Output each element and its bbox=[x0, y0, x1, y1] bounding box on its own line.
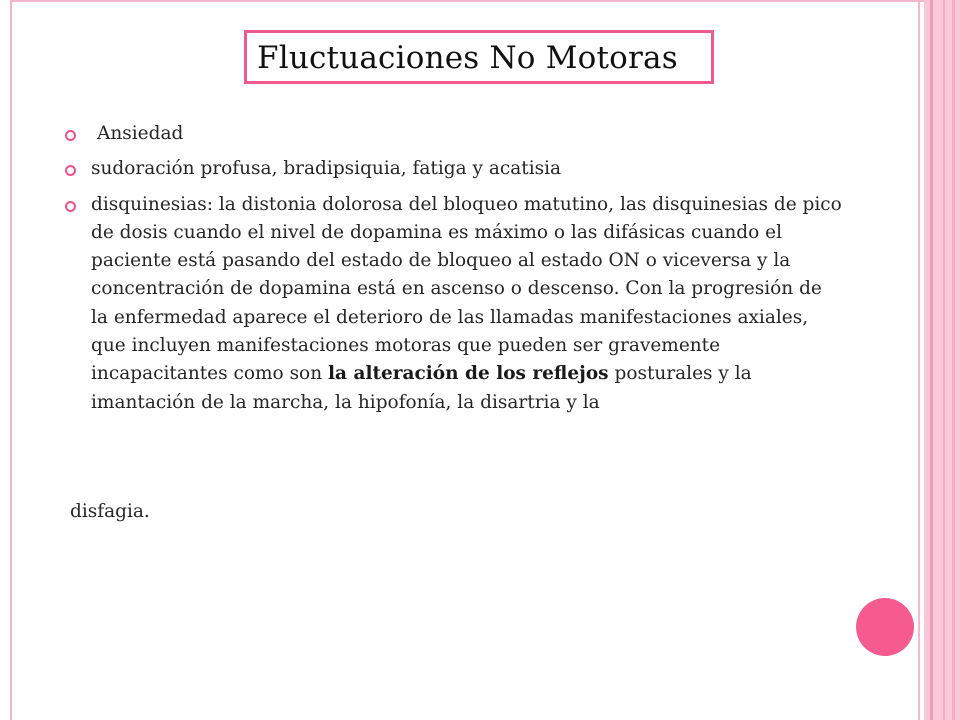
decorative-circle bbox=[856, 598, 914, 656]
bullet-item bbox=[62, 191, 842, 417]
bullet-text: Ansiedad bbox=[97, 123, 184, 144]
slide-title: Fluctuaciones No Motoras bbox=[257, 40, 678, 76]
bullet-ring-icon bbox=[65, 130, 76, 141]
bullet-text-end: posturales y la imantación de la marcha, la hipofonía, la disartria y la bbox=[91, 363, 752, 413]
frame-left-line bbox=[10, 0, 12, 720]
frame-top-line bbox=[10, 0, 930, 2]
bullet-item bbox=[62, 155, 842, 183]
bullet-text: sudoración profusa, bradipsiquia, fatiga y acatisia bbox=[91, 158, 562, 180]
title-box bbox=[244, 30, 714, 84]
right-stripe bbox=[952, 0, 955, 720]
bullet-item bbox=[62, 120, 842, 148]
bullet-ring-icon bbox=[65, 165, 76, 176]
trailing-text: disfagia. bbox=[70, 501, 150, 522]
bullet-text-start: disquinesias: la distonia dolorosa del bloqueo matutino, las disquinesias de pico de dosis cuando el nivel de dopamina es máximo o las difásicas cuando el paciente está pasando del estado de bloqueo al estado ON o viceversa y la concentración de dopamina está en ascenso o descenso. Con la progresión de la enfermedad aparece el deterioro de las llamadas manifestaciones axiales, que incluyen manifestaciones motoras que pueden ser gravemente incapacitantes como son bbox=[91, 193, 842, 385]
bullet-text bbox=[91, 191, 842, 417]
bullet-ring-icon bbox=[65, 201, 76, 212]
right-stripe bbox=[918, 0, 920, 720]
right-stripe bbox=[943, 0, 945, 720]
bold-highlight: la alteración de los reflejos bbox=[328, 363, 609, 385]
bullet-list bbox=[62, 120, 842, 424]
right-stripe bbox=[933, 0, 960, 720]
